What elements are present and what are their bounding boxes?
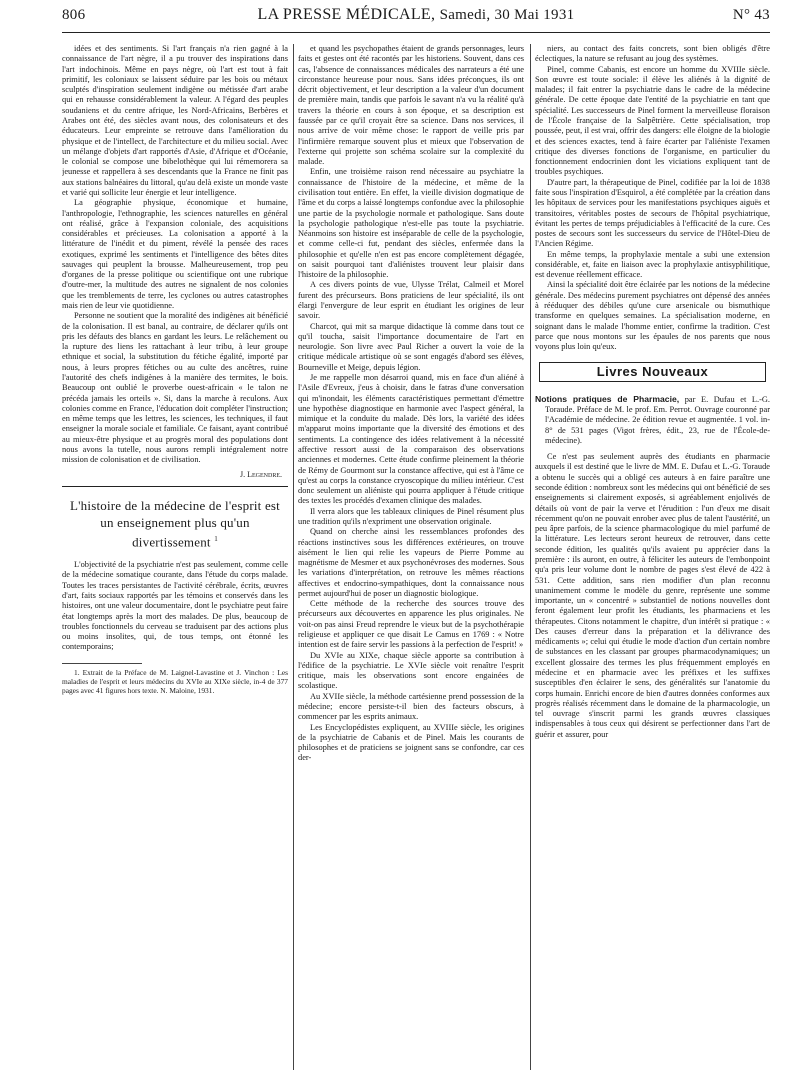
page-header xyxy=(62,6,770,30)
paragraph: Au XVIIe siècle, la méthode cartésienne prend possession de la médecine; encore persiste-t-il bien des facteurs obscurs, à commencer par les esprits animaux. xyxy=(298,691,524,722)
paragraph: Du XVIe au XIXe, chaque siècle apporte sa contribution à l'édifice de la psychiatrie. Le XVIe siècle voit renaître l'esprit critique, mais les observations sont encore engainées de scolastique. xyxy=(298,650,524,691)
paragraph: Quand on cherche ainsi les ressemblances profondes des réactions instinctives sous les différences extérieures, on trouve aisément le lien qui relie les vapeurs de Pierre Pomme au magnétisme de Mesmer et aux psychonévroses des modernes. Sous les variations d'interprétation, on retrouve les mêmes réactions affectives et endocrino-sympathiques, dont la connaissance nous permet aujourd'hui de poser un diagnostic biologique. xyxy=(298,527,524,598)
footnote-rule xyxy=(62,663,142,664)
issue-number: N° 43 xyxy=(732,7,770,23)
section-rule xyxy=(62,486,288,487)
page-number: 806 xyxy=(62,7,86,23)
paragraph: niers, au contact des faits concrets, sont bien obligés d'être éclectiques, la nature se refusant au joug des systèmes. xyxy=(535,44,770,64)
paragraph: Pinel, comme Cabanis, est encore un homme du XVIIIe siècle. Son œuvre est toute sociale: il élève les aliénés à la dignité de malades; il fait entrer la psychiatrie dans le cadre de la médecine générale. De cette époque date l'entité de la psychiatrie en tant que spécialité. Les successeurs de Pinel forment la merveilleuse floraison de l'École française de la Salpêtrière. Cette spécialisation, trop poussée, peut, il est vrai, offrir des dangers: elle éloigne de la biologie et des sciences exactes, tend à faire écarter par l'aliéniste l'examen critique des diverses fonctions de l'organisme, en particulier du fonctionnement endocrinien dont les viciations expliquent tant de troubles psychiques. xyxy=(535,64,770,177)
paragraph: Ainsi la spécialité doit être éclairée par les notions de la médecine générale. Des médecins purement psychiatres ont dépensé des années à rééduquer des débiles qu'une cure arsenicale ou bismuthique transforme en quelques semaines. La spécialisation moderne, en soignant dans le malade l'homme entier, confirme la tradition. C'est parce que nous montons sur les épaules de nos parents que nous voyons plus loin qu'eux. xyxy=(535,280,770,352)
paragraph: Personne ne soutient que la moralité des indigènes ait bénéficié de la colonisation. Il est banal, au contraire, de déclarer qu'ils ont pris les défauts des blancs en gardant les leurs. Le relâchement ou la rupture des liens les rattachant à leur tribu, à leur groupe ethnique et social, la substitution du fétiche égalité, importé par nous, à leurs propres fétiches ou au culte des ancêtres, ruine l'autorité des chefs indigènes à la manière des termites, le bois. Beaucoup ont oublié le proverbe ouest-africain « le talon ne précéda jamais les orteils ». Si, dans la marche à reculons. Aux colonies comme en France, l'éducation doit compléter l'instruction; en même temps que les lettres, les sciences, les techniques, il faut enseigner la morale sociale et familiale. Ce faisant, ayant contribué au mieux-être physique et au progrès moral des populations dont nous avons la tutelle, nous aurons rempli intégralement notre mission de colonisation et de civilisation. xyxy=(62,311,288,465)
book-details: par E. Dufau et L.-G. Toraude. Préface de M. le prof. Em. Perrot. Ouvrage couronné par l'Académie de médecine. 2e édition revue et augmentée. 1 vol. in-8° de 531 pages (Vigot frères, édit., 23, rue de l'École-de-médecine). xyxy=(545,394,770,445)
paragraph: idées et des sentiments. Si l'art français n'a rien gagné à la connaissance de l'art nègre, il a pu trouver des inspirations dans l'art indochinois. Même en pays nègre, où l'art est tout à fait primitif, les coloniaux se laissent séduire par les bois ou métaux sculptés d'inspiration seulement indigène ou métissée d'art arabe qui en rehausse considérablement la valeur. A l'égard des peuples soudaniens et du centre afrique, les Nord-Africains, Berbères et Arabes ont été, des siècles avant nous, des colonisateurs et des éducateurs. Leur empreinte se retrouve dans l'amélioration du physique et de l'intellect, de l'architecture et du milieu social. Avec un mélange d'objets d'art rapportés d'Asie, d'Afrique et d'Océanie, le colonial se compose une bibelothèque qui lui rémemorera sa jeunesse et rappellera à ses descendants que la France ne finit pas aux stations balnéaires du littoral, qu'au delà existe un monde vaste et varié qui sollicite leur énergie et leur intelligence. xyxy=(62,44,288,197)
header-rule xyxy=(62,32,770,33)
paragraph: Les Encyclopédistes expliquent, au XVIIIe siècle, les origines de la psychiatrie de Cabanis et de Pinel. Mais les courants de philosophes et de praticiens se joignent sans se confondre, car ces der- xyxy=(298,722,524,763)
paragraph: Je me rappelle mon désarroi quand, mis en face d'un aliéné à l'Asile d'Evreux, j'eus à choisir, dans le fatras d'une conversation qui m'inondait, les éléments caractéristiques permettant d'émettre une hypothèse diagnostique en harmonie avec l'aspect général, la mimique et la conduite du malade. Dès lors, la variété des idées m'apparut moins importante que la diversité des émotions et des sentiments. La contingence des idées relativement à la nécessité affective ressort aussi de la comparaison des observations anciennes et modernes. Cette étude confirme pleinement la théorie de Rémy de Gourmont sur la constance affective, qui est à l'âme ce qu'est au corps la constance cryoscopique du milieu intérieur. C'est donc seulement un aliéniste qui pourra appliquer à l'étude critique des textes les procédés d'examen clinique des malades. xyxy=(298,373,524,506)
author-signature: J. Legendre. xyxy=(240,469,282,479)
paragraph: A ces divers points de vue, Ulysse Trélat, Calmeil et Morel furent des précurseurs. Bons praticiens de leur spécialité, ils ont élargi l'envergure de leur esprit en étudiant les origines de leur savoir. xyxy=(298,280,524,321)
column-divider-2 xyxy=(530,44,531,1070)
paragraph: Il verra alors que les tableaux cliniques de Pinel résument plus une tradition qu'ils n'expriment une observation originale. xyxy=(298,506,524,526)
column-1 xyxy=(62,44,288,1070)
paragraph: Charcot, qui mit sa marque didactique là comme dans tout ce qu'il toucha, saisit l'importance documentaire de l'art en neurologie. Son livre avec Paul Richer a ouvert la voie de la critique médicale artistique où se sont engagés d'abord ses élèves, Bourneville et Meige, depuis légion. xyxy=(298,321,524,372)
paragraph: La géographie physique, économique et humaine, l'anthropologie, l'ethnographie, les sciences naturelles en général ont réalisé, grâce à l'expansion coloniale, des acquisitions considérables et précieuses. La colonisation a apporté à la littérature de l'inédit et du piment, révélé la pensée des races exotiques, exprimé les sentiments et l'intelligence des bêtes dites sauvages qui peuplent la brousse. Malheureusement, trop peu d'organes de la presse politique ou scientifique ont une rubrique d'outre-mer, la multitude des autres ne signalent de nos colonies que les tremblements de terre, les cyclones ou autres catastrophes mais rien de leur vie quotidienne. xyxy=(62,198,288,311)
article-title xyxy=(62,497,288,550)
paragraph: Cette méthode de la recherche des sources trouve des précurseurs aux découvertes en apparence les plus originales. Ne voit-on pas ainsi Freud reprendre le vieux but de la psychothérapie religieuse et appliquer ce que disait Le Camus en 1769 : « Notre intention est de faire servir les passions à la perfection de l'esprit! » xyxy=(298,599,524,650)
journal-name: LA PRESSE MÉDICALE, xyxy=(257,6,436,23)
paragraph: Enfin, une troisième raison rend nécessaire au psychiatre la connaissance de l'histoire de la médecine, et même de la civilisation tout entière. En effet, la vieille division dogmatique de l'âme et du corps a laissé longtemps confondue avec la philosophie une partie de la psychologie normale et pathologique. Sans doute la psychologie pathologique n'est-elle pas toute la psychiatrie. Néanmoins son histoire est inséparable de celle de la psychologie, et comme celle-ci fut, pendant des siècles, enfermée dans la philosophie et qu'elle n'en est pas encore complètement dégagée, on saisit pourquoi tant d'aliénistes trouvent leur plaisir dans l'histoire de la philosophie. xyxy=(298,167,524,280)
journal-title xyxy=(122,6,710,24)
paragraph: D'autre part, la thérapeutique de Pinel, codifiée par la loi de 1838 faite sous l'inspiration d'Esquirol, a été complétée par la création dans les hôpitaux de services pour les manifestations psychiques aiguës et transitoires, véritables postes de secours de l'hôpital psychiatrique, évitant les pertes de temps préjudiciables à l'efficacité de la cure. Ces postes de secours sont les successeurs du service de l'Hôtel-Dieu de l'Ancien Régime. xyxy=(535,177,770,249)
book-title: Notions pratiques de Pharmacie, xyxy=(535,393,680,404)
column-divider-1 xyxy=(293,44,294,1070)
section-title-box: Livres Nouveaux xyxy=(539,362,766,381)
paragraph: et quand les psychopathes étaient de grands personnages, leurs faits et gestes ont été racontés par les historiens. Souvent, dans ces cas, l'absence de connaissances médicales des narrateurs a été une circonstance heureuse pour nous. Sans idées préconçues, ils ont décrit objectivement, et leur description a la valeur d'un document de première main, tandis que parfois le savant n'a vu la réalité qu'à travers la théorie en cours à son époque, et sa description est faussée par ce qu'il croyait être sa science. Dans nos services, il nous arrive de voir même chose: le rapport de veille pris par l'infirmière remarque souvent plus et mieux que l'observation de l'externe qui projette son schéma scolaire sur la complexité du malade. xyxy=(298,44,524,167)
paragraph: En même temps, la prophylaxie mentale a subi une extension considérable, et, faite en liaison avec la prophylaxie antisyphilitique, est devenue réellement efficace. xyxy=(535,249,770,280)
book-reference xyxy=(535,394,770,446)
column-2 xyxy=(298,44,524,1070)
footnote-marker: 1 xyxy=(214,534,218,543)
paragraph: Ce n'est pas seulement auprès des étudiants en pharmacie auxquels il est destiné que le livre de MM. E. Dufau et L.-G. Toraude a obtenu le succès qui a obligé ces auteurs à en faire paraître une seconde édition : nombreux sont les médecins qui ont bénéficié de ses enseignements si clairement exposés, si agréablement enjolivés de détails où vont de pair la verve et l'érudition : l'un d'eux me disait récemment qu'on ne pouvait enrober avec plus de talent l'austérité, un peu âpre parfois, de la science pharmacologique du miel parfumé de la littérature. Les lecteurs seront heureux de retrouver, dans cette seconde édition, les qualités qu'ils avaient pu apprécier dans la première : ils auront, en outre, à féliciter les auteurs de l'embonpoint qu'a pris leur volume dont le nombre de pages s'est élevé de 422 à 531. Cette addition, sans rien modifier d'un plan reconnu unanimement comme le modèle du genre, représente une somme importante, un « concentré » substantiel de notions nouvelles dont feront également leur profit les étudiants, les pharmaciens et les thérapeutes. Citons notamment le chapitre, d'un intérêt si pratique : « Des causes d'erreur dans la préparation et la délivrance des médicaments »; celui qui étudie le mode d'action d'un certain nombre de substances en les classant par groupes pharmacodynamiques; un excellent glossaire des termes les plus fréquemment employés en médecine et en pharmacie avec les préfixes et les suffixes susceptibles d'en éclairer le sens, des généralités sur l'anatomie du corps humain. Enrichi encore de bien d'autres données conformes aux progrès réalisés récemment dans le domaine de la pharmacologie, un tel ouvrage s'inscrit parmi les grands œuvres classiques indispensables à tous ceux qui désirent se perfectionner dans l'art de guérir et assurer, pour xyxy=(535,452,770,739)
footnote: 1. Extrait de la Préface de M. Laignel-Lavastine et J. Vinchon : Les maladies de l'esprit et leurs médecins du XVIe au XIXe siècle, in-4 de 377 pages avec 41 figures hors texte. N. Maloine, 1931. xyxy=(62,667,288,696)
column-3 xyxy=(535,44,770,1070)
paragraph: L'objectivité de la psychiatrie n'est pas seulement, comme celle de la médecine somatique courante, dans l'étude du corps malade. Toutes les traces persistantes de l'activité cérébrale, écrits, œuvres d'art, faits sociaux rapportés par les témoins et conservés dans les histoires, ont une valeur documentaire, dont le psychiatre peut faire état longtemps après la mort des malades. De plus, beaucoup de troubles fonctionnels du cerveau se traduisent par des actions plus ou moins insolites, qui, de tous temps, ont étonné les contemporains; xyxy=(62,560,288,652)
article-title-text: L'histoire de la médecine de l'esprit est un enseignement plus qu'un divertissement xyxy=(70,497,280,550)
issue-date: Samedi, 30 Mai 1931 xyxy=(439,7,575,23)
